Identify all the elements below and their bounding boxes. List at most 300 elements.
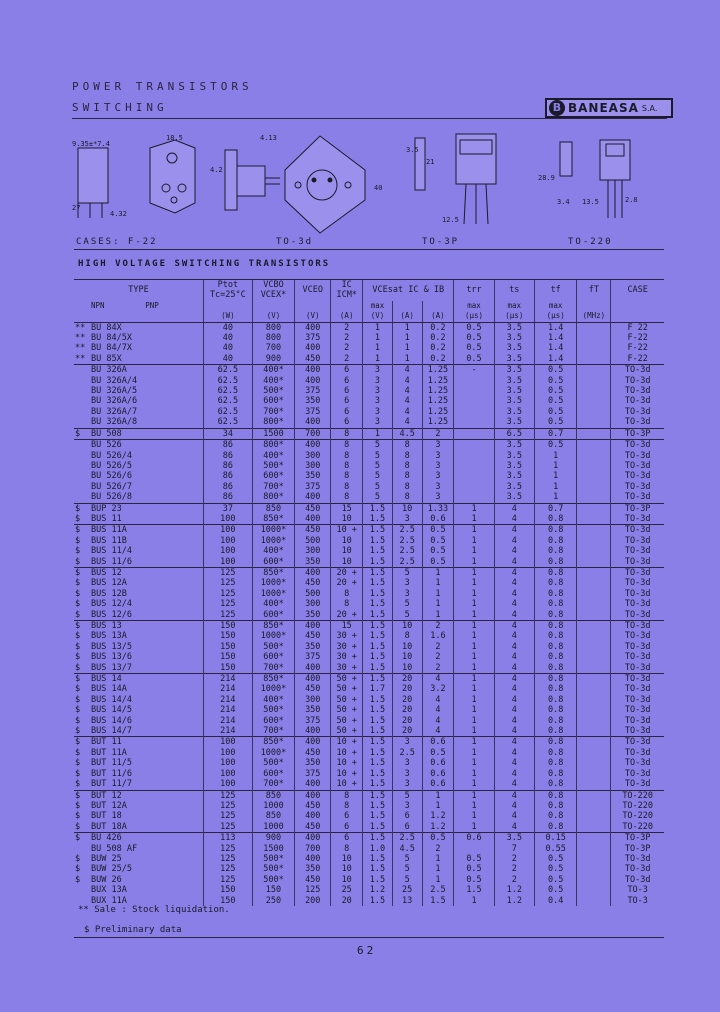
cell-f (577, 705, 611, 715)
cell-v2: 450 (295, 748, 331, 758)
cell-c2: 4 (494, 610, 534, 621)
cell-c1: 0.5 (454, 333, 494, 343)
table-row (74, 333, 664, 343)
cell-vs: 1.5 (363, 663, 393, 674)
cell-c1: 1.5 (454, 885, 494, 895)
cell-b: 2 (422, 428, 454, 439)
cell-c3: 0.8 (534, 514, 576, 525)
cell-c3: 1.4 (534, 333, 576, 343)
case-to3d-label: TO-3d (276, 237, 314, 247)
cell-a: 1 (392, 322, 422, 333)
cell-vs: 1.5 (363, 567, 393, 578)
cell-vs: 1.5 (363, 875, 393, 885)
cell-vs: 1.5 (363, 758, 393, 768)
cell-k: TO-3d (611, 589, 664, 599)
table-row (74, 525, 664, 536)
cell-c3: 0.7 (534, 428, 576, 439)
cell-a: 1 (392, 333, 422, 343)
cell-v2: 450 (295, 578, 331, 588)
cell-c2: 4 (494, 514, 534, 525)
cell-a: 4 (392, 396, 422, 406)
cell-v1: 500* (252, 864, 294, 874)
cell-c1 (454, 407, 494, 417)
cell-k: TO-3d (611, 451, 664, 461)
f22-drawing (78, 140, 195, 218)
cell-f (577, 801, 611, 811)
cell-f (577, 333, 611, 343)
cell-c1: 1 (454, 546, 494, 556)
cell-c1 (454, 440, 494, 451)
cell-ic: 30 + (331, 652, 363, 662)
table-row (74, 428, 664, 439)
row-mark: ** (75, 353, 86, 364)
cell-p: 214 (203, 674, 252, 685)
cell-p: 150 (203, 642, 252, 652)
cell-v2: 500 (295, 536, 331, 546)
cell-v1: 500* (252, 854, 294, 864)
cell-ic: 20 (331, 896, 363, 906)
cell-vs: 1 (363, 354, 393, 365)
row-type: BUS 11/4 (91, 546, 132, 557)
cell-v2: 500 (295, 589, 331, 599)
cell-c1: 1 (454, 567, 494, 578)
cell-v1: 600* (252, 557, 294, 568)
cell-v1: 600* (252, 396, 294, 406)
cell-a: 4 (392, 407, 422, 417)
cell-b: 4 (422, 726, 454, 737)
row-mark: $ (75, 556, 81, 567)
cell-c1: 1 (454, 716, 494, 726)
cell-f (577, 642, 611, 652)
row-mark: $ (75, 684, 81, 695)
row-mark: $ (75, 428, 81, 439)
cell-c3: 0.8 (534, 663, 576, 674)
row-type: BUS 12/6 (91, 609, 132, 620)
cell-v2: 375 (295, 716, 331, 726)
cell-c2: 4 (494, 578, 534, 588)
cell-v1: 600* (252, 471, 294, 481)
cell-v1: 500* (252, 386, 294, 396)
cell-vs: 1.5 (363, 525, 393, 536)
footer-divider (74, 937, 664, 938)
cell-a: 13 (392, 896, 422, 906)
cell-c1 (454, 376, 494, 386)
cell-c3: 0.5 (534, 407, 576, 417)
cell-p: 100 (203, 769, 252, 779)
footnote-sale: ** Sale : Stock liquidation. (78, 905, 230, 915)
cell-a: 20 (392, 726, 422, 737)
col-case: CASE (611, 280, 664, 301)
cell-c1: 1 (454, 610, 494, 621)
cell-v2: 400 (295, 417, 331, 428)
col-tf: tf (534, 280, 576, 301)
cell-c1: 1 (454, 779, 494, 790)
cell-vs: 5 (363, 440, 393, 451)
cell-c1: 1 (454, 674, 494, 685)
cell-v1: 400* (252, 365, 294, 376)
table-row (74, 833, 664, 844)
cell-f (577, 822, 611, 833)
cell-p: 125 (203, 864, 252, 874)
cell-c1: 0.5 (454, 864, 494, 874)
cell-c1: 0.5 (454, 343, 494, 353)
cell-b: 1 (422, 567, 454, 578)
row-type: BUS 13/6 (91, 652, 132, 663)
cell-v1: 850 (252, 790, 294, 801)
cell-ic: 15 (331, 621, 363, 632)
col-ic: IC ICM* (331, 280, 363, 301)
cell-f (577, 844, 611, 854)
cell-c3: 0.8 (534, 525, 576, 536)
cell-p: 150 (203, 663, 252, 674)
col-ts: ts (494, 280, 534, 301)
cell-f (577, 854, 611, 864)
cell-b: 1.2 (422, 811, 454, 821)
cell-p: 125 (203, 610, 252, 621)
cell-ic: 2 (331, 343, 363, 353)
cell-vs: 1.5 (363, 631, 393, 641)
cell-f (577, 482, 611, 492)
cell-c2: 4 (494, 525, 534, 536)
cell-a: 6 (392, 822, 422, 833)
cell-ic: 30 + (331, 631, 363, 641)
cell-b: 4 (422, 705, 454, 715)
row-type: BUT 12A (91, 800, 127, 811)
row-mark: $ (75, 599, 81, 610)
cell-p: 214 (203, 716, 252, 726)
cell-b: 0.5 (422, 833, 454, 844)
cell-v1: 500* (252, 875, 294, 885)
cell-f (577, 503, 611, 514)
cell-c3: 0.8 (534, 557, 576, 568)
cell-a: 10 (392, 503, 422, 514)
cell-b: 0.6 (422, 758, 454, 768)
brand-name: BANEASA (568, 101, 639, 115)
cell-vs: 1.5 (363, 557, 393, 568)
cell-f (577, 354, 611, 365)
row-type: BUP 23 (91, 503, 122, 514)
cell-c2: 2 (494, 864, 534, 874)
cell-b: 0.6 (422, 769, 454, 779)
cell-f (577, 525, 611, 536)
cell-v2: 350 (295, 396, 331, 406)
cell-ic: 30 + (331, 642, 363, 652)
cell-f (577, 471, 611, 481)
cell-c3: 0.5 (534, 386, 576, 396)
table-row (74, 854, 664, 864)
table-row (74, 790, 664, 801)
cell-vs: 1.5 (363, 822, 393, 833)
cell-v2: 125 (295, 885, 331, 895)
cell-v2: 375 (295, 769, 331, 779)
cell-k: TO-3d (611, 674, 664, 685)
cell-p: 40 (203, 322, 252, 333)
cell-ic: 20 + (331, 567, 363, 578)
cell-f (577, 716, 611, 726)
cell-c3: 0.8 (534, 716, 576, 726)
cell-ic: 8 (331, 440, 363, 451)
cell-v2: 300 (295, 599, 331, 609)
cell-v1: 1000 (252, 822, 294, 833)
cell-v1: 500* (252, 758, 294, 768)
dim-to3p-c: 12.5 (442, 216, 459, 224)
row-type: BU 326A/6 (91, 396, 138, 407)
cell-v2: 350 (295, 557, 331, 568)
cell-v1: 900 (252, 833, 294, 844)
cell-p: 86 (203, 440, 252, 451)
row-type: BU 426 (91, 833, 122, 844)
cell-p: 125 (203, 578, 252, 588)
cell-k: TO-3d (611, 514, 664, 525)
cell-v1: 900 (252, 354, 294, 365)
cell-ic: 8 (331, 790, 363, 801)
cell-v1: 1000* (252, 536, 294, 546)
table-header-row (74, 280, 664, 301)
cell-f (577, 343, 611, 353)
cell-k: TO-3d (611, 610, 664, 621)
cell-p: 150 (203, 896, 252, 906)
cell-vs: 1.5 (363, 589, 393, 599)
cell-f (577, 514, 611, 525)
cell-p: 125 (203, 811, 252, 821)
row-mark: $ (75, 737, 81, 748)
cell-c1 (454, 386, 494, 396)
cell-p: 100 (203, 737, 252, 748)
cell-c3: 0.8 (534, 779, 576, 790)
cell-ic: 8 (331, 801, 363, 811)
cell-vs: 1.0 (363, 844, 393, 854)
cell-f (577, 417, 611, 428)
row-mark: $ (75, 641, 81, 652)
row-type: BUS 13/7 (91, 662, 132, 673)
cell-c3: 1 (534, 461, 576, 471)
cell-b: 1 (422, 610, 454, 621)
cell-v1: 700* (252, 407, 294, 417)
row-mark: $ (75, 588, 81, 599)
section-title: HIGH VOLTAGE SWITCHING TRANSISTORS (78, 259, 331, 269)
row-mark: $ (75, 768, 81, 779)
cell-k: TO-3d (611, 716, 664, 726)
cell-c2: 4 (494, 642, 534, 652)
cell-vs: 1.5 (363, 503, 393, 514)
cell-c2: 4 (494, 811, 534, 821)
cell-ic: 50 + (331, 705, 363, 715)
cell-a: 20 (392, 716, 422, 726)
cell-a: 3 (392, 737, 422, 748)
cell-k: TO-3d (611, 684, 664, 694)
cell-b: 0.5 (422, 525, 454, 536)
cell-c1: 1 (454, 514, 494, 525)
cell-v1: 600* (252, 652, 294, 662)
row-mark: $ (75, 705, 81, 716)
cell-a: 2.5 (392, 536, 422, 546)
cell-v2: 400 (295, 492, 331, 503)
cell-c1 (454, 482, 494, 492)
cell-ic: 8 (331, 482, 363, 492)
col-vcbo: VCBO VCEX* (252, 280, 294, 301)
table-row (74, 567, 664, 578)
cell-b: 2 (422, 652, 454, 662)
cell-vs: 1.5 (363, 779, 393, 790)
cell-k: TO-3d (611, 652, 664, 662)
cases-caption (74, 236, 664, 250)
row-mark: $ (75, 503, 81, 514)
cell-k: TO-3d (611, 758, 664, 768)
row-type: BUS 14/6 (91, 715, 132, 726)
table-row (74, 875, 664, 885)
cell-c3: 0.55 (534, 844, 576, 854)
cell-vs: 1.5 (363, 769, 393, 779)
cell-v1: 850* (252, 567, 294, 578)
cell-b: 4 (422, 695, 454, 705)
cell-c3: 0.5 (534, 885, 576, 895)
cell-v2: 400 (295, 343, 331, 353)
cell-f (577, 428, 611, 439)
cell-vs: 1.5 (363, 801, 393, 811)
row-mark: $ (75, 833, 81, 844)
cell-c2: 3.5 (494, 322, 534, 333)
cell-c3: 0.8 (534, 652, 576, 662)
cell-k: TO-3 (611, 885, 664, 895)
cell-c2: 4 (494, 652, 534, 662)
cell-a: 4.5 (392, 844, 422, 854)
cell-ic: 2 (331, 333, 363, 343)
cell-b: 0.6 (422, 779, 454, 790)
cell-vs: 1.5 (363, 864, 393, 874)
cell-ic: 10 (331, 557, 363, 568)
cell-c2: 3.5 (494, 365, 534, 376)
cell-c1 (454, 428, 494, 439)
cell-c1 (454, 461, 494, 471)
cell-p: 214 (203, 684, 252, 694)
cell-k: TO-3d (611, 663, 664, 674)
cell-k: TO-3d (611, 546, 664, 556)
row-mark: $ (75, 567, 81, 578)
dim-to3-side: 4.2 (210, 166, 223, 174)
cell-ic: 10 + (331, 748, 363, 758)
cell-p: 113 (203, 833, 252, 844)
cell-k: TO-220 (611, 822, 664, 833)
cell-k: TO-3d (611, 769, 664, 779)
cell-v1: 600* (252, 610, 294, 621)
cell-f (577, 779, 611, 790)
cell-c3: 0.5 (534, 854, 576, 864)
cell-c1: 0.5 (454, 322, 494, 333)
cell-vs: 1.5 (363, 896, 393, 906)
cell-vs: 1.5 (363, 599, 393, 609)
cell-vs: 1.7 (363, 684, 393, 694)
cell-c1 (454, 451, 494, 461)
brand-mark-icon: B (549, 100, 565, 116)
cell-v2: 450 (295, 631, 331, 641)
cell-a: 4 (392, 386, 422, 396)
cell-p: 214 (203, 726, 252, 737)
cell-a: 2.5 (392, 833, 422, 844)
cell-v2: 350 (295, 705, 331, 715)
cell-vs: 5 (363, 461, 393, 471)
row-type: BUS 12 (91, 567, 122, 578)
cell-p: 125 (203, 790, 252, 801)
cell-a: 5 (392, 567, 422, 578)
cell-a: 4 (392, 376, 422, 386)
row-type: BU 326A/7 (91, 406, 138, 417)
cell-ic: 6 (331, 822, 363, 833)
cell-v1: 400* (252, 451, 294, 461)
cell-ic: 8 (331, 428, 363, 439)
cell-vs: 1.5 (363, 610, 393, 621)
cell-f (577, 695, 611, 705)
cell-b: 0.2 (422, 333, 454, 343)
row-mark: ** (75, 322, 86, 333)
cell-v2: 350 (295, 864, 331, 874)
cell-f (577, 461, 611, 471)
cell-vs: 1.5 (363, 748, 393, 758)
cell-f (577, 769, 611, 779)
cell-a: 2.5 (392, 557, 422, 568)
cell-c3: 0.8 (534, 578, 576, 588)
cell-k: TO-3d (611, 705, 664, 715)
cell-v1: 500* (252, 642, 294, 652)
table-row (74, 864, 664, 874)
cell-vs: 1.5 (363, 705, 393, 715)
to3d-drawing (225, 136, 365, 233)
cell-f (577, 599, 611, 609)
cell-k: TO-3d (611, 536, 664, 546)
table-row (74, 652, 664, 662)
dim-f22-hole: 4.32 (110, 210, 127, 218)
cell-b: 1.33 (422, 503, 454, 514)
case-to220-label: TO-220 (568, 237, 613, 247)
row-type: BUT 11/6 (91, 768, 132, 779)
cell-c3: 0.8 (534, 790, 576, 801)
cell-c1 (454, 396, 494, 406)
cell-b: 1.6 (422, 631, 454, 641)
cell-c1: 1 (454, 726, 494, 737)
header-divider (72, 118, 667, 119)
cell-v1: 250 (252, 896, 294, 906)
row-type: BUS 14/7 (91, 726, 132, 737)
row-mark: $ (75, 535, 81, 546)
row-type: BUS 12B (91, 588, 127, 599)
to3p-drawing (415, 134, 496, 224)
table-row (74, 779, 664, 790)
cell-c2: 3.5 (494, 451, 534, 461)
cell-f (577, 833, 611, 844)
row-type: BUT 11/7 (91, 779, 132, 790)
cell-c3: 0.8 (534, 758, 576, 768)
cell-p: 86 (203, 492, 252, 503)
row-type: BUS 13 (91, 621, 122, 631)
cell-v1: 850* (252, 621, 294, 632)
table-row (74, 482, 664, 492)
cell-f (577, 684, 611, 694)
package-drawings (70, 128, 670, 236)
cell-v1: 700* (252, 663, 294, 674)
table-row (74, 642, 664, 652)
cell-b: 0.5 (422, 536, 454, 546)
cell-f (577, 748, 611, 758)
cell-c2: 4 (494, 716, 534, 726)
cell-v1: 850* (252, 674, 294, 685)
cell-p: 62.5 (203, 376, 252, 386)
table-row (74, 578, 664, 588)
cell-c1: 1 (454, 663, 494, 674)
cell-b: 2 (422, 844, 454, 854)
col-type: TYPE (74, 280, 203, 301)
cell-v1: 800 (252, 322, 294, 333)
row-type: BUS 14 (91, 674, 122, 685)
cell-k: TO-3d (611, 642, 664, 652)
